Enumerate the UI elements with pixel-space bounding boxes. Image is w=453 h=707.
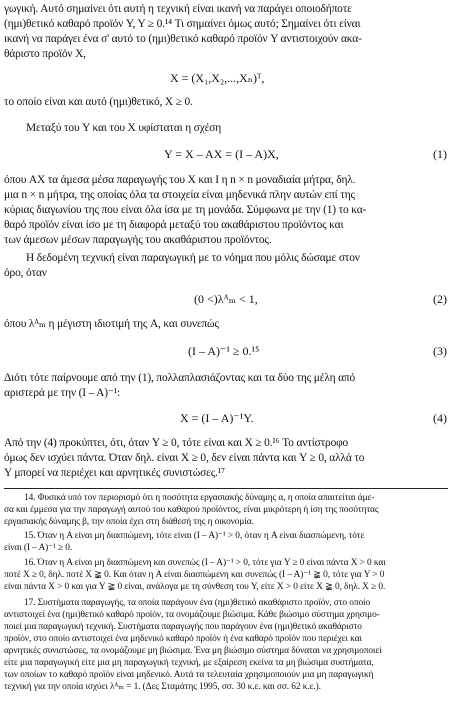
body-line: Από την (4) προκύπτει, ότι, όταν Y ≥ 0, τότε είναι και X ≥ 0.¹⁶ Το αντίστροφο [4,437,349,449]
footnote-line: σα και έμμεσα για την παραγωγή αυτού του καθαρού προϊόντος, είναι μικρότερη ή ίση της ποσότητας [4,505,379,515]
equation-x-vector: X = (X₁,X₂,...,Xₙ)ᵀ, [170,71,265,85]
body-line: Y μπορεί να περιέχει και αρνητικές συνιστώσες.¹⁷ [4,467,225,479]
body-line: Η δεδομένη τεχνική είναι παραγωγική με το νόημα που μόλις δώσαμε στον [26,252,360,264]
body-line: ικανή να παράγει ένα σ' αυτό το (ημι)θετικό καθαρό προϊόν Y αντιστοιχούν ακα- [4,33,362,45]
equation-1: Y = X – AX = (I – A)X, [164,147,279,161]
equation-2-number: (2) [433,292,447,306]
body-line: όμως δεν ισχύει πάντα. Όταν δηλ. είναι X ≥ 0, δεν είναι πάντα και Y ≥ 0, αλλά το [4,452,365,464]
footnote-line: αρνητικές συνιστώσες, τα ονομάζουμε μη βιώσιμα. Ένα μη βιώσιμο σύστημα δύναται να χρησιμοποιεί [4,646,382,656]
body-line: αριστερά με την (I – A)⁻¹: [4,387,121,399]
body-line: (ημι)θετικό καθαρό προϊόν Y, Y ≥ 0.¹⁴ Τι σημαίνει όμως αυτό; Σημαίνει ότι είναι [4,18,361,30]
footnote-line: αντιστοιχεί ένα (ημι)θετικό καθαρό προϊόν, τα ονομάζουμε βιώσιμα. Κάθε βιώσιμο σύστημα χρησιμο- [4,610,380,620]
body-line: Μεταξύ του Y και του X υφίσταται η σχέση [26,122,222,134]
footnote-line: είτε μια παραγωγική είτε μια μη παραγωγική τεχνική, με εξαίρεση εκείνα τα μη βιώσιμα συστήματα, [4,658,374,668]
footnote-line: των οποίων το καθαρό προϊόν είναι μηδενικό. Αυτά τα τελευταία χρησιμοποιούν μια μη παραγωγική [4,670,374,680]
footnote-line: 16. Όταν η A είναι μη διασπώμενη και συνεπώς (I – A)⁻¹ > 0, τότε για Y ≥ 0 είναι πάντα X > 0 και [24,558,386,568]
body-line: γωγική. Αυτό σημαίνει ότι αυτή η τεχνική είναι ικανή να παράγει οποιοδήποτε [4,3,352,15]
footnote-line: 15. Όταν η A είναι μη διασπώμενη, τότε είναι (I – A)⁻¹ > 0, όταν η A είναι διασπώμενη, τότε [24,531,365,541]
equation-3: (I – A)⁻¹ ≥ 0.¹⁵ [188,344,260,358]
equation-1-number: (1) [433,147,447,161]
equation-4-number: (4) [433,411,447,425]
body-line: κύριας διαγωνίου της που είναι όλα ίσα με τη μονάδα. Σύμφωνα με την (1) το κα- [4,204,367,216]
equation-2: (0 <)λᴬₘ < 1, [194,292,258,306]
equation-3-number: (3) [433,344,447,358]
footnote-line: ποτέ X ≥ 0, δηλ. ποτέ X ≩ 0. Και όταν η A είναι διασπώμενη και συνεπώς (I – A)⁻¹ ≩ 0, τότε για Y > 0 [4,570,385,580]
equation-4: X = (I – A)⁻¹Y. [180,411,254,425]
footnote-line: τεχνική για την οποία ισχύει λᴬₘ = 1. (Δες Σταμάτης 1995, σσ. 30 κ.ε. και σσ. 62 κ.ε.). [4,682,321,692]
body-line: το οποίο είναι και αυτό (ημι)θετικό, X ≥ 0. [4,96,193,108]
footnote-line: είναι (I – A)⁻¹ ≥ 0. [4,543,73,553]
body-line: όπου AX τα άμεσα μέσα παραγωγής του X και I η n × n μοναδιαία μήτρα, δηλ. [4,174,356,186]
footnote-line: 14. Φυσικά υπό τον περιορισμό ότι η ποσότητα εργασιακής δύναμης α, η οποία απαιτείται άμε- [24,493,375,503]
body-line: όρο, όταν [4,267,47,279]
footnote-separator [4,488,448,489]
body-line: των άμεσων μέσων παραγωγής του ακαθάριστου προϊόντος. [4,234,272,246]
footnote-line: ποιεί μια παραγωγική τεχνική. Συστήματα παραγωγής που παράγουν ένα (ημι)θετικό ακαθάριστο [4,622,362,632]
footnote-line: εργασιακής δύναμης β, την οποία έχει στη διάθεσή της η οικονομία. [4,517,254,527]
footnote-line: 17. Συστήματα παραγωγής, τα οποία παράγουν ένα (ημι)θετικό ακαθάριστο προϊόν, στο οποίο [24,598,371,608]
body-line: Διότι τότε παίρνουμε από την (1), πολλαπλασιάζοντας και τα δύο της μέλη από [4,372,356,384]
body-line: θάριστο προϊόν X, [4,48,86,60]
footnote-line: είναι πάντα X > 0 και για Y ≩ 0 είναι, ανάλογα με τη σύνθεση του Y, είτε X > 0 είτε X ≩ 0, δηλ. X ≥ 0. [4,582,386,592]
body-line: θαρό προϊόν είναι ίσο με τη διαφορά μεταξύ του ακαθάριστου προϊόντος και [4,219,344,231]
body-line: μια n × n μήτρα, της οποίας όλα τα στοιχεία είναι μηδενικά πλην αυτών επί της [4,189,355,201]
body-line: όπου λᴬₘ η μέγιστη ιδιοτιμή της A, και συνεπώς [4,318,219,330]
footnote-line: προϊόν, στο οποίο αντιστοιχεί ένα μηδενικό καθαρό προϊόν ή ένα καθαρό προϊόν που περιέχει και [4,634,362,644]
